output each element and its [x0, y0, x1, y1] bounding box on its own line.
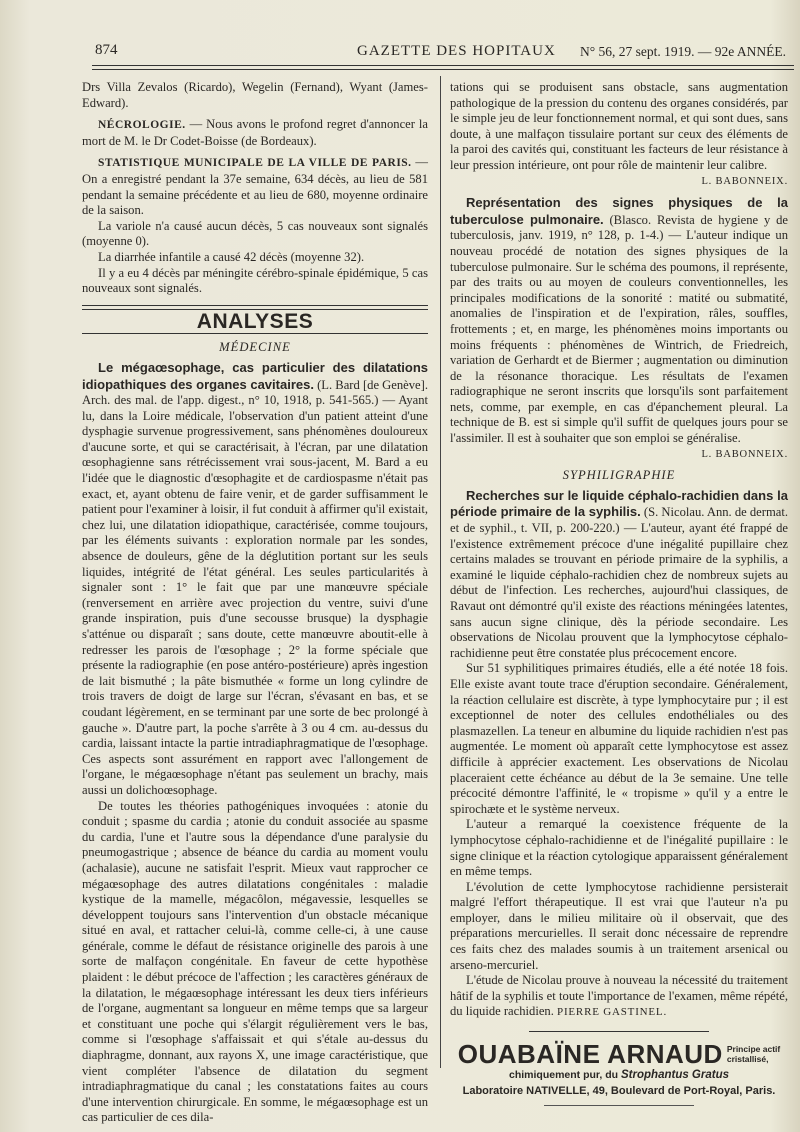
meningite-paragraph: Il y a eu 4 décès par méningite cérébro-spinale épidémique, 5 cas nouveaux sont signalés. [82, 265, 428, 296]
statistics-paragraph [82, 155, 428, 218]
advertisement [450, 1031, 788, 1111]
article-megaoesophage [82, 360, 428, 799]
article-tuberculose [450, 195, 788, 447]
variole-paragraph: La variole n'a causé aucun décès, 5 cas nouveaux sont signalés (moyenne 0). [82, 218, 428, 249]
ad-product-line [450, 1068, 788, 1084]
diarrhee-paragraph: La diarrhée infantile a causé 42 décès (moyenne 32). [98, 249, 365, 264]
left-column [82, 80, 428, 1125]
article-paragraph: De toutes les théories pathogéniques invoquées : atonie du conduit ; spasme du cardia ; atonie du conduit associée au spasme du cardia, l'une et l'autre sous la dépendance d'une paralysie du pneumogastrique ; absence de béance du cardia au moment voulu (achalasie), aucune ne satisfait l'esprit. Mieux vaut rapprocher ce mégaœsophage des autres dilatations congénitales : maladie kystique de la mamelle, mégacôlon, mégavessie, lesquelles se développent toujours sans l'intervention d'un obstacle mécanique situé en aval, et rattacher celui-là, comme celle-ci, à une cause générale, comme le défaut de résistance originelle des parois à une sorte de malfaçon congénitale. En faveur de cette hypothèse plaident : le début précoce de l'affection ; les caractères généraux de la dilatation, le mégaœsophage intéressant les deux tiers inférieurs de l'organe, augmentant sa longueur en même temps que sa largeur et constituant une poche qui s'élargit régulièrement vers le bas, comme si l'œsophage s'affaissait et qui s'étale au-dessus du diaphragme, donnant, aux rayons X, une image caractéristique, que vient compléter l'absence de dilatation du segment intradiaphragmatique du canal ; les constatations faites au cours d'une intervention chirurgicale. En somme, le mégaœsophage est un cas particulier de ces dila- [82, 798, 428, 1125]
ad-product-prefix: chimiquement pur, du [509, 1069, 622, 1082]
ad-side-line-2: cristallisé, [726, 1054, 769, 1065]
article-signature: PIERRE GASTINEL. [557, 1006, 667, 1019]
necrology-text: — Nous avons le profond regret d'annoncer la mort de M. le Dr Codet-Boisse (de Bordeaux). [82, 117, 428, 148]
section-title-analyses: ANALYSES [196, 309, 314, 333]
issue-line: N° 56, 27 sept. 1919. — 92e ANNÉE. [579, 44, 786, 59]
header-rule [92, 65, 794, 70]
article-reference: (S. Nicolau. Ann. de dermat. et de syphil., t. VII, p. 200-220.) — [450, 505, 789, 536]
article-paragraph: L'évolution de cette lymphocytose rachidienne persisterait malgré l'effort thérapeutique. Il est vrai que l'auteur n'a pu employer, dans le milieu militaire où il observait, que des préparations mercurielles. Il serait donc nécessaire de reprendre ces faits chez des malades soumis à un traitement arsenical ou arseno-mercuriel. [450, 879, 788, 972]
article-liquide-cephalo-rachidien [450, 488, 788, 662]
column-divider [440, 76, 441, 1068]
ad-side-line-1: Principe actif [726, 1044, 781, 1055]
ad-rule [529, 1031, 709, 1032]
doctors-line: Drs Villa Zevalos (Ricardo), Wegelin (Fernand), Wyant (James-Edward). [82, 80, 428, 110]
article-paragraph [450, 973, 788, 1021]
page-header [95, 40, 790, 66]
article-continuation: tations qui se produisent sans obstacle, sans augmentation pathologique de la pression du contenu des organes considérés, par le simple jeu de leur fonctionnement normal, et qui sont dues, sans doute, à une malfaçon tissulaire portant sur ceux des éléments de la paroi des cavités qui, constituant les facteurs de leur résistance à leur pression intérieure, ont pour rôle de maintenir leur calibre. [450, 80, 788, 172]
article-paragraph: L'auteur a remarqué la coexistence fréquente de la lymphocytose céphalo-rachidienne et de l'inégalité pupillaire : le signe clinique et la réaction cytologique apparaissent généralement en même temps. [450, 817, 788, 879]
subsection-syphiligraphie: SYPHILIGRAPHIE [562, 468, 676, 483]
article-signature: L. BABONNEIX. [701, 448, 788, 460]
article-paragraph-text: L'étude de Nicolau prouve à nouveau la nécessité du traitement hâtif de la syphilis et toute l'importance de l'examen, même répété, du liquide rachidien. [450, 973, 788, 1019]
ad-brand-name: OUABAÏNE ARNAUD [457, 1039, 723, 1070]
article-reference: (L. Bard [de Genève]. Arch. des mal. de l'app. digest., n° 10, 1918, p. 541-565.) — [82, 377, 428, 408]
right-column [450, 80, 789, 1097]
ad-laboratory-line: Laboratoire NATIVELLE, 49, Boulevard de Port-Royal, Paris. [462, 1084, 776, 1097]
statistics-label: STATISTIQUE MUNICIPALE DE LA VILLE DE PARIS. [98, 157, 412, 170]
article-body: Ayant lu, dans la Loire médicale, l'observation d'un patient atteint d'une dysphagie survenue progressivement, sans phénomènes douloureux d'aucune sorte, et qui se caractérisait, à l'écran, par une dilatation œsophagienne sans rétrécissement vrai sous-jacent, M. Bard a eu l'idée que le diagnostic d'œsophagite et de cardiospasme n'était pas exact, et, ayant obtenu de faire venir, et de garder suffisamment le patient pour l'examiner à loisir, il fut conduit à affirmer qu'il existait, chez lui, une dilatation idiopathique, caractérisée, comme toujours, par les éléments suivants : exploration normale par les sondes, absence de douleurs, gêne de la déglutition portant sur les seuls liquides, intégrité de l'état général. Les seules particularités à signaler sont : 1° le fait que par une manœuvre spéciale (renversement en arrière avec projection du ventre, suivi d'une grande inspiration, puis d'une secousse brusque) la dysphagie s'atténue ou disparaît ; sans doute, cette manœuvre aboutit-elle à redresser les parois de l'œsophage ; 2° la forme spéciale que présente la radiographie (en pose antéro-postérieure) après ingestion de lait bismuthé ; la pâte bismuthée « forme un long cylindre de trois travers de doigt de large sur l'écran, s'évasant en bas, et se coudant légèrement, en se terminant par une sorte de bec prolongé à gauche ». D'autre part, la poche s'arrête à 3 ou 4 cm. au-dessus du cardia, laissant intacte la partie intradiaphragmatique de l'œsophage. Ces aspects sont assurément en rapport avec l'allongement de l'organe, le mégaœsophage n'étant pas seulement un brachy, mais aussi un dolichoœsophage. [82, 393, 428, 797]
article-paragraph: Sur 51 syphilitiques primaires étudiés, elle a été notée 18 fois. Elle existe avant toute trace d'éruption secondaire. Généralement, la réaction cellulaire est discrète, à type lymphocytaire pur ; il est exceptionnel de noter des cellules endothéliales ou des plasmazellen. La teneur en albumine du liquide rachidien n'est pas augmentée. Le moment où apparaît cette lymphocytose est assez difficile à apprécier exactement. Les observations de Nicolau placeraient cette échéance au début de la 3e semaine. Une telle précocité démontre l'affinité, le « tropisme » qu'il y a entre le spirochæte et le système nerveux. [450, 661, 788, 816]
necrology-label: NÉCROLOGIE. [98, 119, 186, 132]
statistics-text: — On a enregistré pendant la 37e semaine, 634 décès, au lieu de 581 pendant la semaine précédente et au lieu de 680, moyenne ordinaire de la saison. [82, 155, 428, 218]
section-rule-bottom [82, 333, 428, 334]
ad-product-name: Strophantus Gratus [621, 1069, 729, 1082]
article-body: L'auteur indique un nouveau procédé de notation des signes physiques de la tuberculose pulmonaire. Sur le schéma des poumons, il représente, par des traits ou au moyen de couleurs conventionnelles, les principales modifications de la sonorité : matité ou submatité, anomalies de l'inspiration et de l'expiration, râles, souffles, frottements ; et, en marge, les phénomènes moins importants ou moins fréquents : phénomènes de Wintrich, de Friedreich, variation de Gerhardt et de Biermer ; augmentation ou diminution de la résonance thoracique. Les résultats de l'examen radiographique ne seront inscrits que lorsqu'ils sont parfaitement nets, comme, par exemple, en cas d'épanchement pleural. La technique de B. est si simple qu'il suffit de quelques jours pour se l'assimiler. Il est à souhaiter que son emploi se généralise. [450, 228, 788, 446]
article-title: Le mégaœsophage, cas particulier des dilatations idiopathiques des organes cavitaires. [82, 359, 428, 392]
ad-side-text [727, 1044, 780, 1064]
journal-title: GAZETTE DES HOPITAUX [357, 43, 556, 59]
section-rule-top [82, 305, 428, 310]
article-title: Représentation des signes physiques de la tuberculose pulmonaire. [450, 195, 788, 227]
article-reference: (Blasco. Revista de hygiene y de tuberculosis, janv. 1919, n° 128, p. 1-4.) — [450, 212, 788, 243]
page-number: 874 [95, 42, 118, 58]
subsection-medecine: MÉDECINE [219, 340, 291, 355]
article-body: L'auteur, ayant été frappé de l'existence extrêmement précoce d'une inégalité pupillaire chez certains malades se trouvant en période primaire de la syphilis, a examiné le liquide céphalo-rachidien chez de nombreux sujets au début de l'infection. Les recherches, aujourd'hui classiques, de Ravaut ont démontré qu'il existe des réactions méningées latentes, sans aucun signe clinique, dès la période secondaire. Les observations de Nicolau prouvent que la lymphocytose céphalo-rachidienne peut être constatée plus précocement encore. [450, 521, 788, 660]
article-signature: L. BABONNEIX. [701, 175, 788, 187]
necrology-paragraph [82, 117, 428, 149]
ad-ornament [544, 1105, 694, 1111]
ad-brand-row [450, 1040, 788, 1068]
article-title: Recherches sur le liquide céphalo-rachidien dans la période primaire de la syphilis. [450, 487, 788, 520]
